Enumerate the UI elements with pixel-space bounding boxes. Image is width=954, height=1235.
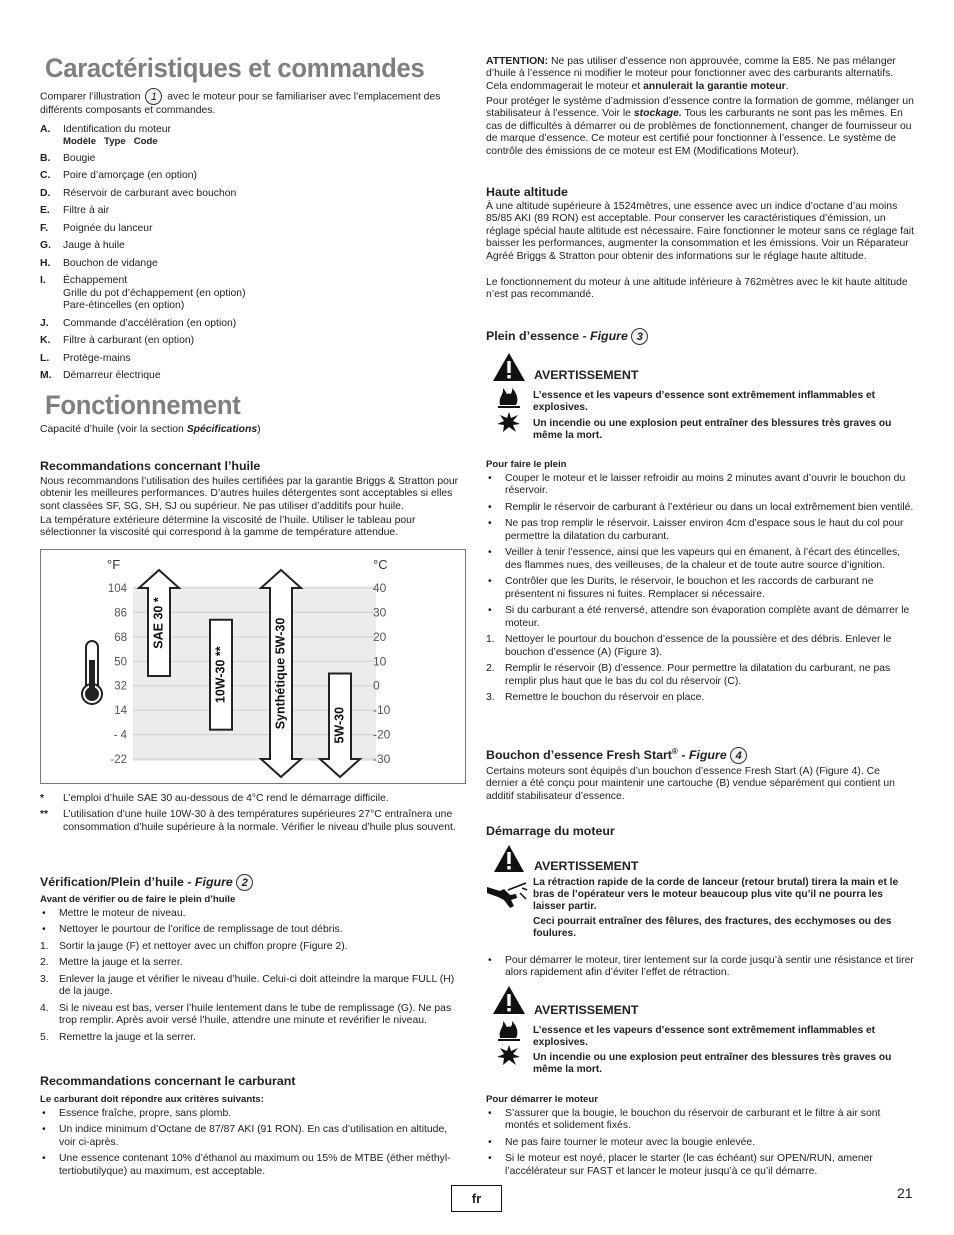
list-text: Enlever la jauge et vérifier le niveau d’huile. Celui-ci doit atteindre la marque FULL (H) de la jauge. — [59, 973, 455, 998]
list-marker: • — [488, 605, 492, 617]
list-marker: 2. — [486, 663, 495, 675]
fill-bullet — [486, 518, 914, 543]
feature-sublabel: Grille du pot d’échappement (en option) — [63, 287, 246, 299]
check-oil-subheading: Avant de vérifier ou de faire le plein d’huile — [40, 894, 236, 905]
feature-item — [40, 318, 465, 330]
feature-key: D. — [40, 187, 51, 199]
altitude-paragraph-1: À une altitude supérieure à 1524mètres, une essence avec un indice d’octane d’au moins 85/85 AKI (89 RON) est acceptable. Pour conserver les caractéristiques d’émission, un réglage spécial haute altitude est nécessaire. Faire fonctionner le moteur sans ce réglage fait baisser les performances, augmenter la consommation et les émissions. Voir un Réparateur Agréé Briggs & Stratton pour obtenir des informations sur le réglage haute altitude. — [486, 201, 914, 262]
list-text: Nettoyer le pourtour du bouchon d’essence de la poussière et des débris. Enlever le bouchon d’essence (A) (Figure 3). — [505, 634, 892, 658]
list-marker: 5. — [40, 1031, 49, 1043]
feature-item — [40, 223, 465, 235]
warning-kickback-injury: Ceci pourrait entraîner des fêlures, des fractures, des ecchymoses ou des foulures. — [533, 916, 892, 940]
unit-label-c: °C — [373, 557, 388, 572]
feature-key: H. — [40, 257, 51, 269]
start-subheading: Pour démarrer le moteur — [486, 1094, 598, 1105]
list-marker: 3. — [40, 973, 49, 985]
warning-title: AVERTISSEMENT — [534, 1003, 639, 1017]
list-text: Si le niveau est bas, verser l’huile lentement dans le tube de remplissage (G). Ne pas trop remplir. Après avoir versé l’huile, attendre une minute et revérifier le niveau. — [59, 1002, 452, 1027]
series-label: 5W-30 — [332, 706, 347, 744]
tick-label-c: 10 — [373, 654, 387, 669]
intro-paragraph: Comparer l’illustration 1 avec le moteur pour se familiariser avec l’emplacement des différents composants et commandes. — [40, 88, 465, 117]
list-text: Une essence contenant 10% d’éthanol au maximum ou 15% de MTBE (éther méthyl-tertiobutilyque) au maximum, est acceptable. — [59, 1153, 451, 1177]
gum-protection-paragraph: Pour protéger le système d’admission d’essence contre la formation de gomme, mélanger un stabilisateur à l’essence. Voir le stockage. Tous les carburants ne sont pas les mêmes. En cas de difficultés à démarrer ou de problèmes de fonctionnement, changer de fournisseur ou de marque d’essence. Ce moteur est certifié pour fonctionner à l’essence. Le système de contrôle des émissions de ce moteur est EM (Modifications Moteur). — [486, 96, 914, 157]
feature-key: E. — [40, 205, 50, 217]
list-marker: • — [488, 1108, 492, 1119]
tick-label-c: 20 — [373, 629, 387, 644]
list-marker: • — [488, 576, 492, 588]
feature-label: Échappement — [63, 275, 128, 287]
warning-title: AVERTISSEMENT — [534, 859, 639, 873]
list-text: Remettre le bouchon du réservoir en place. — [505, 692, 705, 704]
oil-paragraph-2: La température extérieure détermine la viscosité de l’huile. Utiliser le tableau pour sélectionner la viscosité qui correspond à la gamme de température attendue. — [40, 515, 416, 539]
tick-label-f: - 4 — [113, 729, 127, 742]
altitude-paragraph-2: Le fonctionnement du moteur à une altitude inférieure à 762mètres avec le kit haute altitude n’est pas recommandé. — [486, 277, 908, 301]
figure-ref-icon: 4 — [730, 747, 747, 764]
feature-item — [40, 240, 465, 252]
page-number: 21 — [897, 1185, 913, 1201]
thermometer-icon — [82, 641, 102, 704]
fill-bullet — [486, 473, 914, 498]
list-text: Couper le moteur et le laisser refroidir au moins 2 minutes avant d’ouvrir le bouchon du réservoir. — [505, 473, 906, 497]
list-marker: • — [42, 1153, 46, 1165]
tick-label-f: 104 — [107, 583, 127, 595]
fuel-subheading: Le carburant doit répondre aux critères suivants: — [40, 1094, 264, 1105]
list-marker: • — [488, 473, 492, 484]
feature-item — [40, 153, 465, 165]
tick-label-c: -30 — [373, 752, 391, 766]
fill-step — [486, 663, 914, 688]
feature-key: I. — [40, 275, 46, 287]
check-step — [40, 1003, 465, 1028]
footnote-text: L’utilisation d’une huile 10W-30 à des températures supérieures 27°C entraînera une consommation d’huile supérieure à la normale. Vérifier le niveau d’huile plus souvent. — [63, 809, 456, 833]
feature-label: Poire d’amorçage (en option) — [63, 170, 197, 182]
list-text: Ne pas faire tourner le moteur avec la bougie enlevée. — [505, 1136, 756, 1148]
warning-fuel-flammable: L’essence et les vapeurs d’essence sont extrêmement inflammables et explosives. — [533, 390, 876, 414]
fill-step — [486, 634, 914, 659]
list-text: Remplir le réservoir de carburant à l’extérieur ou dans un local extrêmement bien ventilé. — [505, 501, 914, 513]
tick-label-f: 86 — [114, 607, 127, 620]
thermometer-bulb — [85, 687, 99, 701]
figure-ref-icon: 2 — [236, 874, 253, 891]
tick-label-f: 50 — [114, 656, 127, 669]
section-title-features: Caractéristiques et commandes — [45, 53, 425, 83]
fill-bullet — [486, 576, 914, 601]
feature-key: K. — [40, 335, 51, 347]
check-step — [40, 1032, 465, 1044]
feature-key: C. — [40, 170, 51, 182]
check-oil-heading: Vérification/Plein d’huile - Figure 2 — [40, 874, 253, 891]
feature-sublabel: Pare-étincelles (en option) — [63, 300, 185, 312]
language-badge: fr — [451, 1185, 502, 1212]
list-marker: 2. — [40, 957, 49, 969]
list-text: Si du carburant a été renversé, attendre son évaporation complète avant de démarrer le moteur. — [505, 605, 910, 629]
list-text: Veiller à tenir l’essence, ainsi que les vapeurs qui en émanent, à l’écart des étincelles, des flammes nues, des veilleuses, de la chaleur et de toute autre source d’ignition. — [505, 547, 901, 571]
oil-capacity-note: Capacité d’huile (voir la section Spécifications) — [40, 424, 261, 435]
start-engine-heading: Démarrage du moteur — [486, 824, 615, 838]
start-bullet — [486, 1108, 914, 1133]
feature-item — [40, 124, 465, 148]
feature-key: A. — [40, 124, 51, 135]
altitude-heading: Haute altitude — [486, 185, 568, 199]
list-text: Nettoyer le pourtour de l’orifice de remplissage de tout débris. — [59, 924, 343, 936]
series-label: Synthétique 5W-30 — [273, 617, 288, 730]
fill-subheading: Pour faire le plein — [486, 459, 567, 470]
fuel-fill-heading: Plein d’essence - Figure 3 — [486, 328, 648, 345]
feature-key: G. — [40, 240, 51, 252]
list-text: Ne pas trop remplir le réservoir. Laisser environ 4cm d’espace sous le haut du col pour permettre la dilatation du carburant. — [505, 518, 904, 542]
list-marker: • — [488, 518, 492, 530]
series-label: 10W-30 ** — [213, 646, 228, 704]
list-marker: • — [42, 908, 46, 919]
fuel-bullet — [40, 1108, 465, 1120]
fill-step — [486, 692, 914, 704]
list-marker: 1. — [486, 634, 495, 646]
feature-key: L. — [40, 352, 50, 364]
list-marker: • — [42, 924, 46, 936]
check-bullet — [40, 908, 465, 920]
list-marker: • — [488, 1136, 492, 1148]
tick-label-f: 68 — [114, 631, 127, 644]
list-text: Remettre la jauge et la serrer. — [59, 1031, 196, 1043]
footnote-text: L’emploi d’huile SAE 30 au-dessous de 4°C rend le démarrage difficile. — [63, 793, 389, 804]
list-text: Mettre la jauge et la serrer. — [59, 957, 183, 969]
feature-item — [40, 258, 465, 270]
oil-heading: Recommandations concernant l’huile — [40, 459, 261, 473]
feature-label: Filtre à air — [63, 205, 110, 217]
footnote-marker: * — [40, 793, 45, 804]
feature-label: Identification du moteur — [63, 124, 172, 135]
list-marker: • — [488, 547, 492, 559]
list-text: Si le moteur est noyé, placer le starter (le cas échéant) sur OPEN/RUN, amener l’accélérateur sur FAST et lancer le moteur jusqu’à ce qu’il démarre. — [505, 1153, 873, 1177]
feature-item — [40, 370, 465, 382]
tick-label-f: -22 — [110, 754, 127, 766]
list-text: Mettre le moteur de niveau. — [59, 908, 186, 919]
feature-label: Jauge à huile — [63, 240, 125, 252]
list-text: Remplir le réservoir (B) d’essence. Pour permettre la dilatation du carburant, ne pas remplir plus haut que le bas du col du réservoir (C). — [505, 663, 891, 687]
feature-key: F. — [40, 222, 49, 234]
fresh-start-heading: Bouchon d’essence Fresh Start® - Figure 4 — [486, 747, 747, 764]
list-marker: 3. — [486, 692, 495, 704]
fresh-start-paragraph: Certains moteurs sont équipés d’un bouchon d’essence Fresh Start (A) (Figure 4). Ce dernier a été conçu pour maintenir une cartouche (B) vendue séparément qui contient un additif stabilisateur d’essence. — [486, 766, 895, 802]
list-text: Essence fraîche, propre, sans plomb. — [59, 1108, 232, 1119]
feature-item — [40, 353, 465, 365]
figure-ref-icon: 3 — [631, 328, 648, 345]
list-text: Sortir la jauge (F) et nettoyer avec un chiffon propre (Figure 2). — [59, 940, 348, 952]
fill-instructions-list — [486, 473, 914, 709]
tick-label-c: -20 — [373, 727, 391, 742]
feature-label: Filtre à carburant (en option) — [63, 335, 195, 347]
feature-label: Poignée du lanceur — [63, 222, 153, 234]
footnote — [40, 793, 465, 805]
fuel-criteria-list — [40, 1108, 465, 1182]
fuel-heading: Recommandations concernant le carburant — [40, 1074, 296, 1088]
list-text: Contrôler que les Durits, le réservoir, le bouchon et les raccords de carburant ne présentent ni fissures ni fuites. Remplacer si nécessaire. — [505, 576, 874, 600]
feature-label: Commande d’accélération (en option) — [63, 317, 237, 329]
fire-explosion-warning-icon — [492, 352, 526, 434]
check-oil-list — [40, 908, 465, 1048]
feature-key: B. — [40, 152, 51, 164]
attention-note: ATTENTION: Ne pas utiliser d’essence non approuvée, comme la E85. Ne pas mélanger d’huile à l’essence ni modifier le moteur pour fonctionner avec des carburants alternatifs. Cela endommagerait le moteur et annulerait la garantie moteur. — [486, 56, 896, 92]
kickback-warning-icon — [486, 843, 528, 913]
oil-viscosity-chart — [40, 549, 466, 784]
viscosity-chart-svg — [41, 550, 465, 783]
figure-ref-icon: 1 — [145, 88, 162, 105]
warning-kickback: La rétraction rapide de la corde de lanceur (retour brutal) tirera la main et le bras de l’opérateur vers le moteur beaucoup plus vite qu’il ne pourra les laisser partir. — [533, 877, 899, 913]
tick-label-f: 32 — [114, 680, 127, 693]
list-marker: • — [488, 1153, 492, 1165]
fuel-bullet — [40, 1153, 465, 1178]
start-instructions-list — [486, 1108, 914, 1182]
footnote-marker: ** — [40, 809, 49, 821]
list-marker: • — [488, 501, 492, 513]
warning-fuel-injury: Un incendie ou une explosion peut entraîner des blessures très graves ou même la mort. — [533, 418, 892, 442]
section-title-operation: Fonctionnement — [45, 390, 241, 420]
feature-label: Protège-mains — [63, 352, 131, 364]
start-bullet: • Pour démarrer le moteur, tirer lentement sur la corde jusqu’à sentir une résistance et tirer alors rapidement afin d’éviter l’effet de rétraction. — [488, 955, 914, 979]
fuel-bullet — [40, 1124, 465, 1149]
tick-label-c: 30 — [373, 605, 387, 620]
fire-explosion-warning-icon — [492, 985, 526, 1067]
feature-item — [40, 188, 465, 200]
chart-footnotes — [40, 793, 465, 838]
footnote — [40, 809, 465, 834]
list-marker: 1. — [40, 940, 49, 952]
tick-label-f: 14 — [114, 705, 127, 718]
check-step — [40, 941, 465, 953]
check-step — [40, 974, 465, 999]
check-bullet — [40, 924, 465, 936]
list-text: S’assurer que la bougie, le bouchon du réservoir de carburant et le filtre à air sont montés et solidement fixés. — [505, 1108, 881, 1132]
feature-item — [40, 170, 465, 182]
tick-label-c: 40 — [373, 581, 387, 595]
list-marker: • — [42, 1124, 46, 1136]
unit-label-f: °F — [107, 557, 121, 572]
start-bullet — [486, 1153, 914, 1178]
list-marker: 4. — [40, 1002, 49, 1014]
warning-title: AVERTISSEMENT — [534, 368, 639, 382]
feature-item — [40, 275, 465, 312]
list-text: Un indice minimum d’Octane de 87/87 AKI (91 RON). En cas d’utilisation en altitude, voir ci-après. — [59, 1124, 448, 1148]
feature-label: Réservoir de carburant avec bouchon — [63, 187, 237, 199]
oil-paragraph-1: Nous recommandons l’utilisation des huiles certifiées par la garantie Briggs & Stratton pour obtenir les meilleures performances. D’autres huiles détergentes sont acceptables si elles sont classées SF, SG, SH, SJ ou supérieur. Ne pas utiliser d’additifs pour huile. — [40, 476, 459, 512]
fill-bullet — [486, 502, 914, 514]
feature-label: Bougie — [63, 152, 96, 164]
series-label: SAE 30 * — [151, 597, 166, 649]
warning-fuel-flammable: L’essence et les vapeurs d’essence sont extrêmement inflammables et explosives. — [533, 1025, 876, 1049]
fill-bullet — [486, 605, 914, 630]
warning-fuel-injury: Un incendie ou une explosion peut entraîner des blessures très graves ou même la mort. — [533, 1052, 892, 1076]
tick-label-c: 0 — [373, 678, 380, 693]
features-list — [40, 124, 465, 388]
feature-key: J. — [40, 317, 49, 329]
feature-item — [40, 205, 465, 217]
fill-bullet — [486, 547, 914, 572]
check-step — [40, 957, 465, 969]
start-bullet — [486, 1137, 914, 1149]
tick-label-c: -10 — [373, 703, 391, 718]
feature-label: Bouchon de vidange — [63, 257, 158, 269]
feature-sublabel: Modèle Type Code — [63, 136, 158, 148]
list-marker: • — [42, 1108, 46, 1119]
feature-key: M. — [40, 370, 52, 382]
feature-label: Démarreur électrique — [63, 370, 161, 382]
feature-item — [40, 335, 465, 347]
